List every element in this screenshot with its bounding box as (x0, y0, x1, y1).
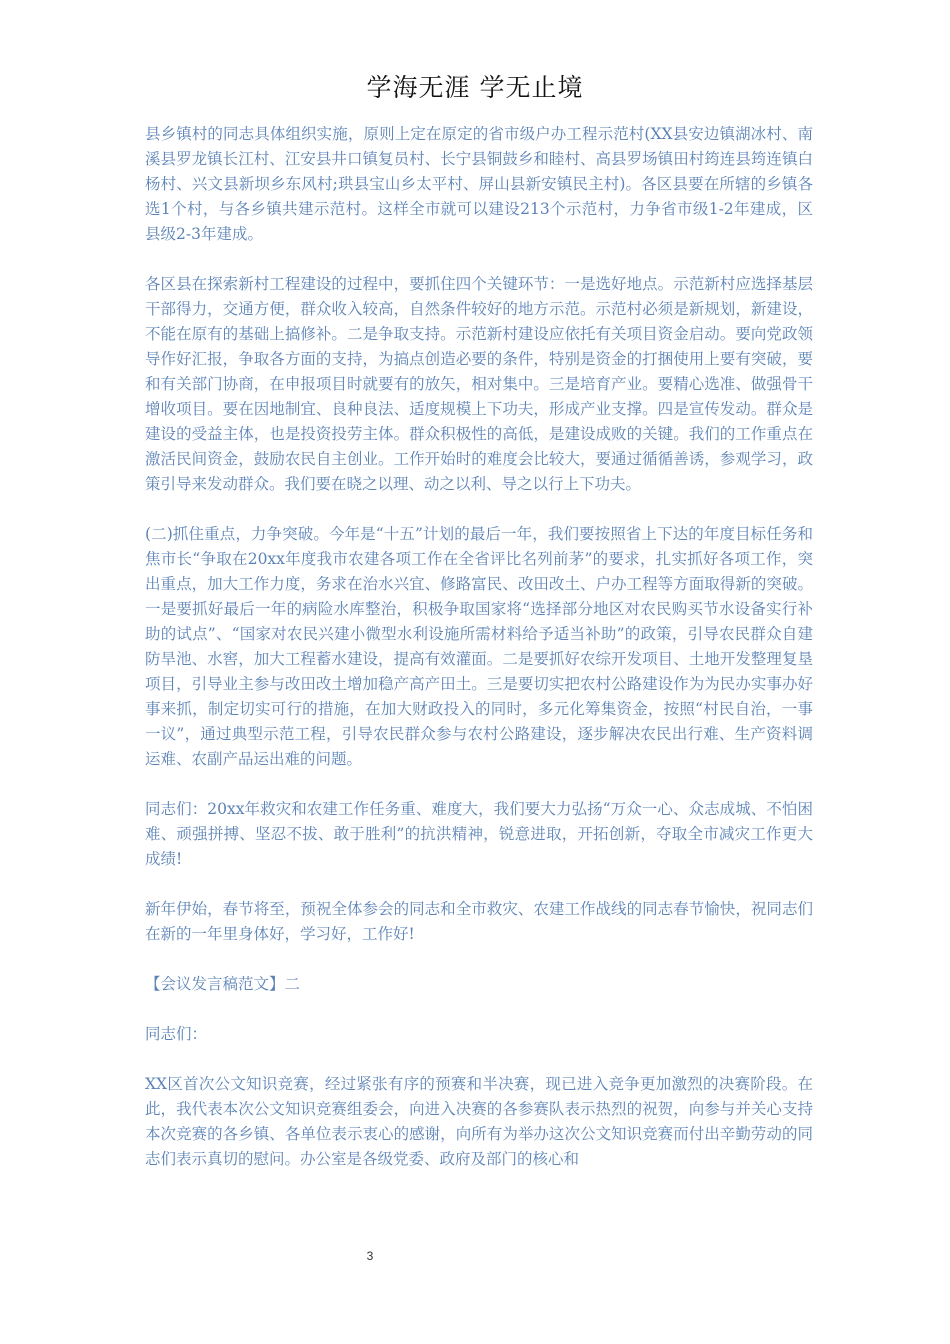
document-body (145, 122, 813, 1197)
paragraph: 县乡镇村的同志具体组织实施，原则上定在原定的省市级户办工程示范村(XX县安边镇湖冰村、南溪县罗龙镇长江村、江安县井口镇复员村、长宁县铜鼓乡和睦村、高县罗场镇田村筠连县筠连镇白杨村、兴文县新坝乡东风村;珙县宝山乡太平村、屏山县新安镇民主村)。各区县要在所辖的乡镇各选1个村，与各乡镇共建示范村。这样全市就可以建设213个示范村，力争省市级1-2年建成，区县级2-3年建成。 (145, 125, 813, 243)
page-header-title: 学海无涯 学无止境 (366, 73, 584, 102)
paragraph: 新年伊始，春节将至，预祝全体参会的同志和全市救灾、农建工作战线的同志春节愉快，祝同志们在新的一年里身体好，学习好，工作好! (145, 900, 813, 943)
paragraph: 同志们：20xx年救灾和农建工作任务重、难度大，我们要大力弘扬“万众一心、众志成城、不怕困难、顽强拼搏、坚忍不拔、敢于胜利”的抗洪精神，锐意进取，开拓创新，夺取全市减灾工作更大成绩! (145, 800, 813, 868)
paragraph: 各区县在探索新村工程建设的过程中，要抓住四个关键环节：一是选好地点。示范新村应选择基层干部得力，交通方便，群众收入较高，自然条件较好的地方示范。示范村必须是新规划，新建设，不能在原有的基础上搞修补。二是争取支持。示范新村建设应依托有关项目资金启动。要向党政领导作好汇报，争取各方面的支持，为搞点创造必要的条件，特别是资金的打捆使用上要有突破，要和有关部门协商，在申报项目时就要有的放矢，相对集中。三是培育产业。要精心选准、做强骨干增收项目。要在因地制宜、良种良法、适度规模上下功夫，形成产业支撑。四是宣传发动。群众是建设的受益主体，也是投资投劳主体。群众积极性的高低，是建设成败的关键。我们的工作重点在激活民间资金，鼓励农民自主创业。工作开始时的难度会比较大，要通过循循善诱，参观学习，政策引导来发动群众。我们要在晓之以理、动之以利、导之以行上下功夫。 (145, 275, 813, 493)
salutation: 同志们： (145, 1025, 208, 1043)
section-heading: 【会议发言稿范文】二 (145, 975, 301, 993)
paragraph: (二)抓住重点，力争突破。今年是“十五”计划的最后一年，我们要按照省上下达的年度目标任务和焦市长“争取在20xx年度我市农建各项工作在全省评比名列前茅”的要求，扎实抓好各项工作，突出重点，加大工作力度，务求在治水兴宜、修路富民、改田改土、户办工程等方面取得新的突破。一是要抓好最后一年的病险水库整治，积极争取国家将“选择部分地区对农民购买节水设备实行补助的试点”、“国家对农民兴建小微型水利设施所需材料给予适当补助”的政策，引导农民群众自建防旱池、水窖，加大工程蓄水建设，提高有效灌面。二是要抓好农综开发项目、土地开发整理复垦项目，引导业主参与改田改土增加稳产高产田土。三是要切实把农村公路建设作为为民办实事办好事来抓，制定切实可行的措施，在加大财政投入的同时，多元化筹集资金，按照“村民自治，一事一议”，通过典型示范工程，引导农民群众参与农村公路建设，逐步解决农民出行难、生产资料调运难、农副产品运出难的问题。 (145, 525, 813, 768)
page-number: 3 (366, 1249, 374, 1263)
paragraph: XX区首次公文知识竞赛，经过紧张有序的预赛和半决赛，现已进入竞争更加激烈的决赛阶段。在此，我代表本次公文知识竞赛组委会，向进入决赛的各参赛队表示热烈的祝贺，向参与并关心支持本次竞赛的各乡镇、各单位表示衷心的感谢，向所有为举办这次公文知识竞赛而付出辛勤劳动的同志们表示真切的慰问。办公室是各级党委、政府及部门的核心和 (145, 1075, 813, 1168)
